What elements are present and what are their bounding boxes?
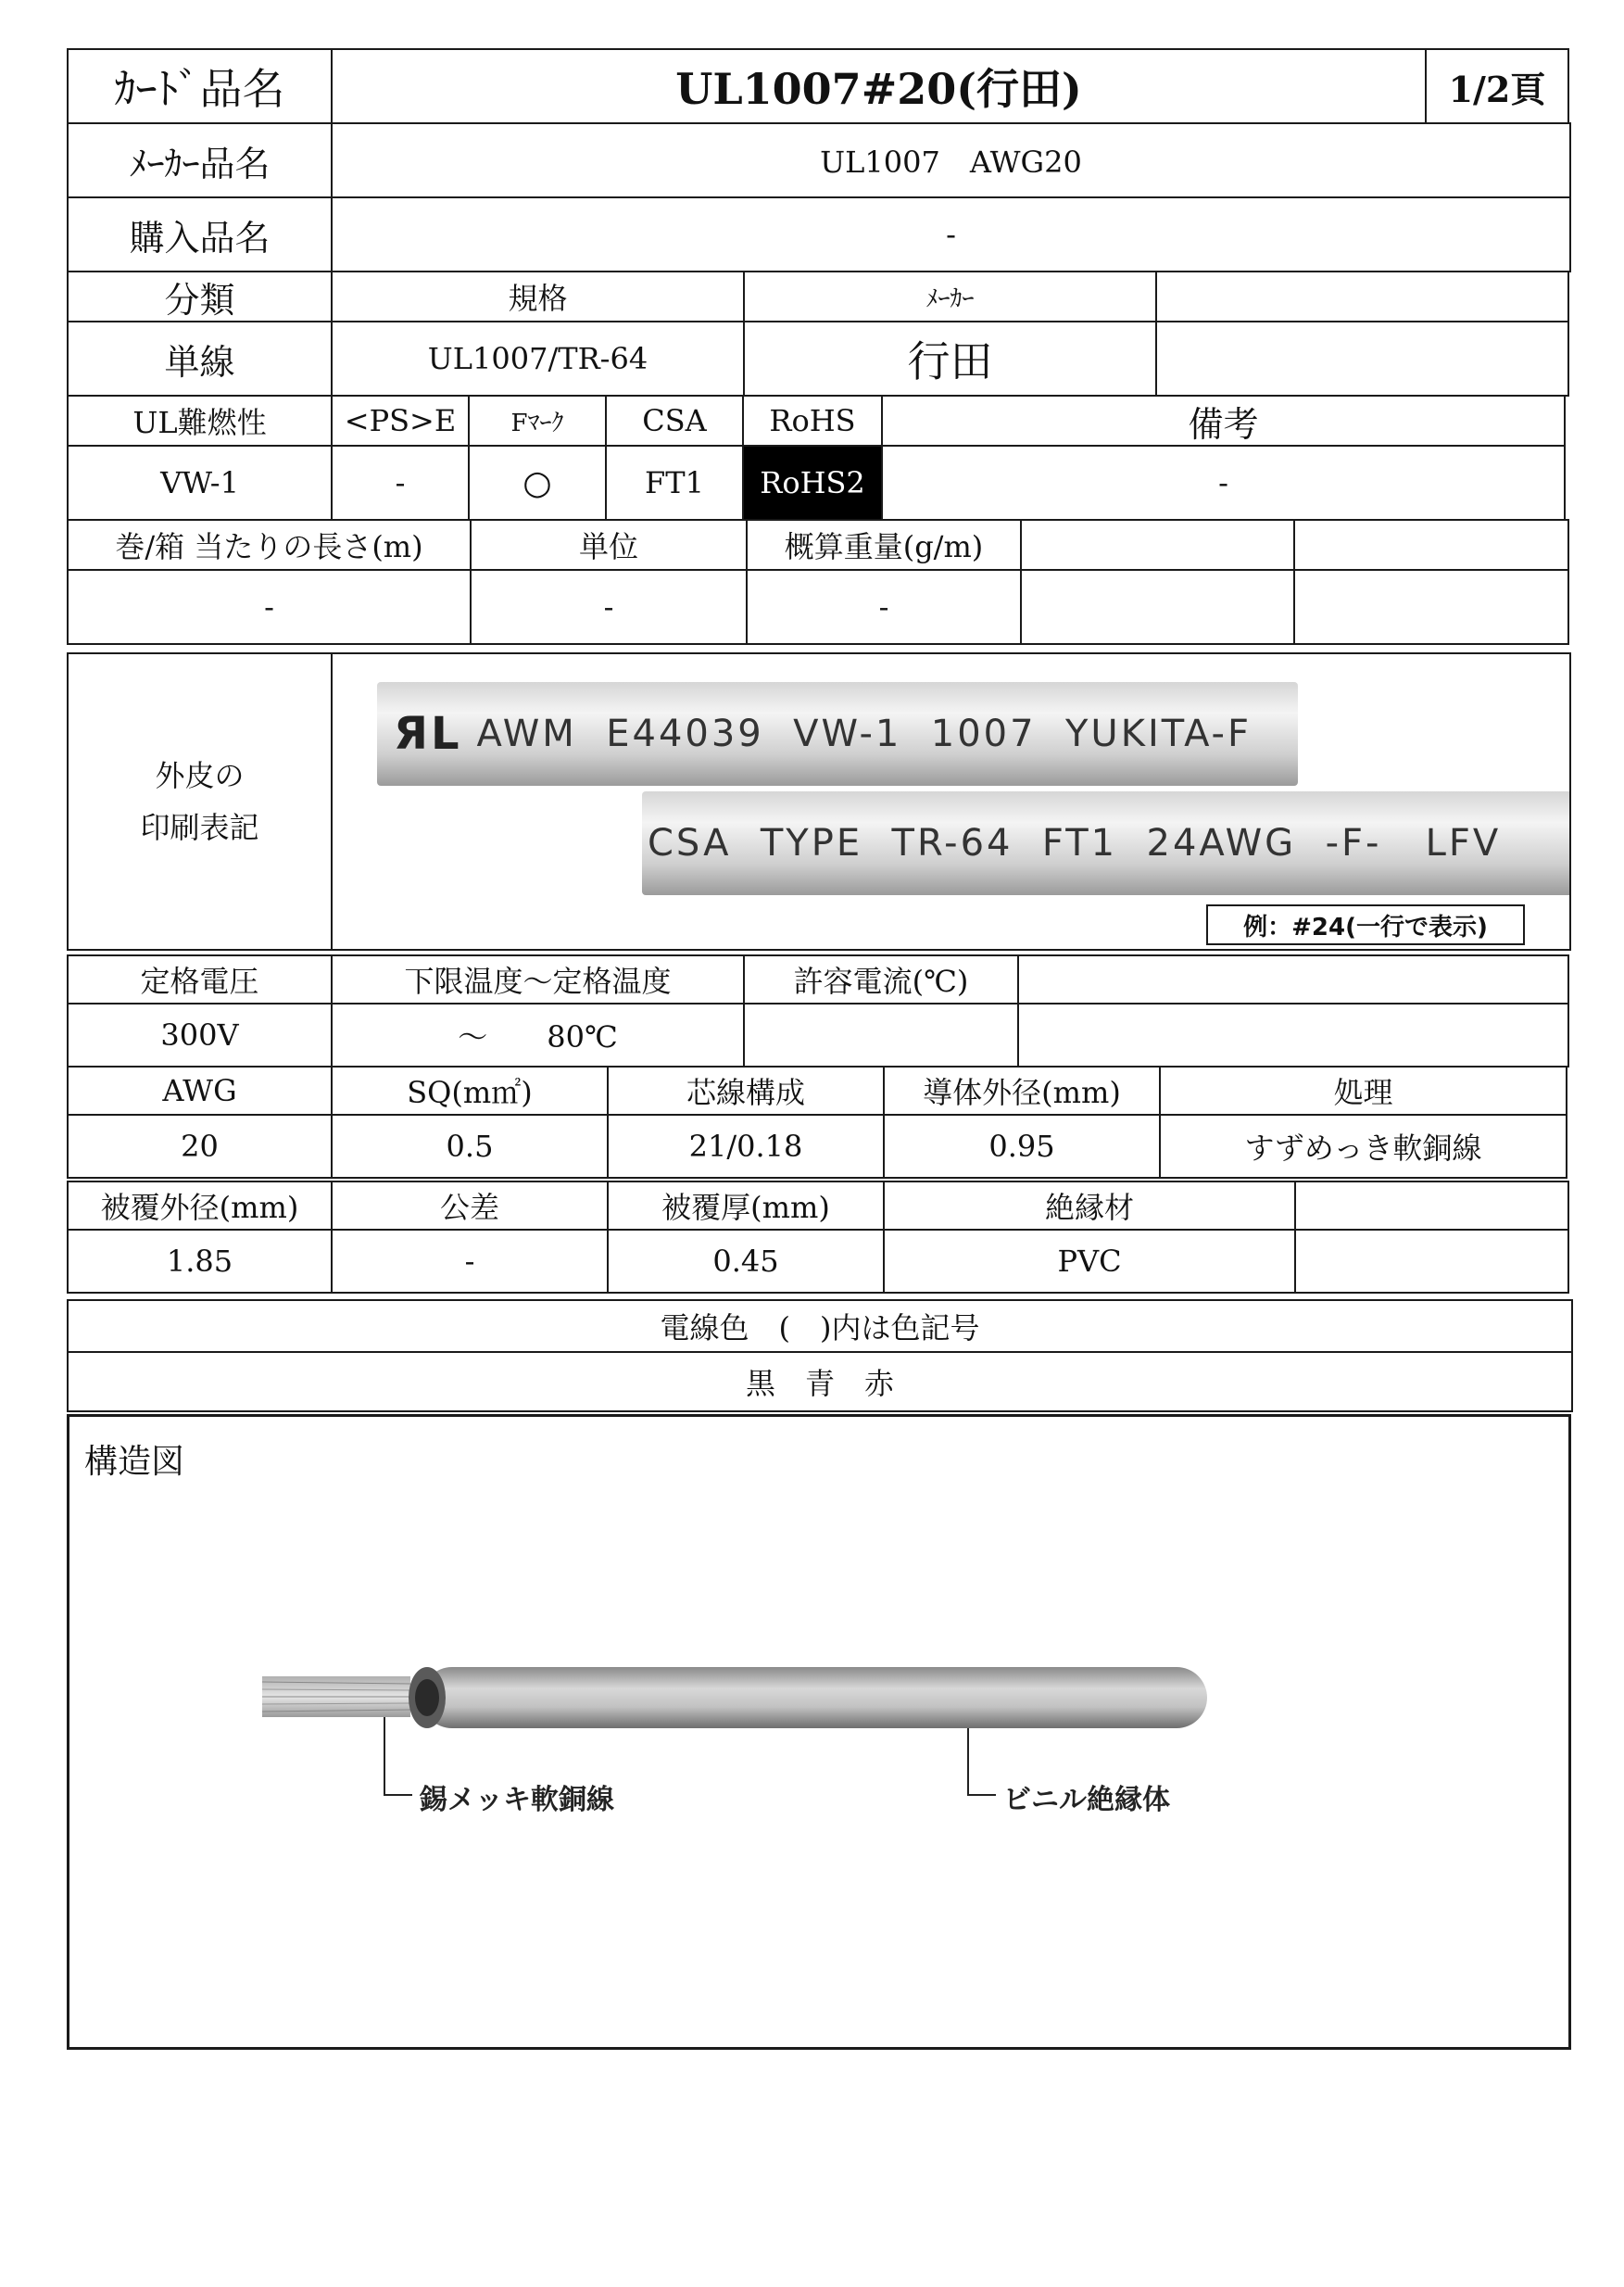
sq-header: SQ(m㎡) — [331, 1066, 609, 1116]
ratings-blank-top — [1017, 954, 1569, 1005]
remarks-header: 備考 — [881, 395, 1566, 447]
insulation-material-header: 絶縁材 — [883, 1181, 1296, 1231]
callout-insulation: ビニル絶縁体 — [1003, 1784, 1170, 1816]
packaging-header-row — [67, 519, 1571, 571]
print-stripe-1 — [377, 682, 1298, 786]
maker-name-row — [67, 122, 1571, 198]
header-row — [67, 48, 1571, 124]
insulation-od-value: 1.85 — [67, 1229, 333, 1294]
packaging-blank-1 — [1020, 519, 1295, 571]
ratings-blank-bottom — [1017, 1003, 1569, 1068]
print-line-2: CSA TYPE TR-64 FT1 24AWG -F- LFV — [648, 822, 1502, 865]
structure-diagram — [67, 1414, 1571, 2050]
allowable-current-header: 許容電流(℃) — [743, 954, 1019, 1005]
maker-label: ﾒｰｶｰ — [743, 271, 1157, 322]
strand-value: 21/0.18 — [607, 1114, 885, 1179]
temperature-header: 下限温度～定格温度 — [331, 954, 745, 1005]
packaging-blank-4 — [1293, 569, 1569, 645]
standard-value: UL1007/TR-64 — [331, 321, 745, 397]
sq-value: 0.5 — [331, 1114, 609, 1179]
maker-name-label: ﾒｰｶｰ品名 — [67, 122, 333, 198]
certs-value-row — [67, 445, 1571, 521]
maker-value: 行田 — [743, 321, 1157, 397]
print-line-1: AWM E44039 VW-1 1007 YUKITA-F — [476, 713, 1252, 755]
purchase-name-row — [67, 196, 1571, 272]
cable-illustration — [69, 1417, 1568, 2047]
flame-retardant-header: UL難燃性 — [67, 395, 333, 447]
print-example-box: 例：#24(一行で表示) — [1206, 904, 1525, 945]
pse-value: - — [331, 445, 470, 521]
print-label — [67, 652, 333, 951]
strand-header: 芯線構成 — [607, 1066, 885, 1116]
classification-label: 分類 — [67, 271, 333, 322]
weight-value: - — [746, 569, 1022, 645]
insulation-value-row — [67, 1229, 1571, 1294]
csa-value: FT1 — [605, 445, 744, 521]
packaging-blank-2 — [1293, 519, 1569, 571]
length-per-reel-value: - — [67, 569, 472, 645]
insulation-blank-bottom — [1294, 1229, 1569, 1294]
insulation-jacket — [409, 1667, 1207, 1728]
colors-header-row — [67, 1299, 1571, 1353]
conductor-od-value: 0.95 — [883, 1114, 1161, 1179]
pse-header: <PS>E — [331, 395, 470, 447]
insulation-blank-top — [1294, 1181, 1569, 1231]
insulation-material-value: PVC — [883, 1229, 1296, 1294]
remarks-value: - — [881, 445, 1566, 521]
packaging-value-row — [67, 569, 1571, 645]
temperature-value: ～ 80℃ — [331, 1003, 745, 1068]
print-row — [67, 652, 1571, 951]
wire-colors-header: 電線色 ( )内は色記号 — [67, 1299, 1573, 1353]
card-name-label: ｶｰﾄﾞ品名 — [67, 48, 333, 124]
page-number: 1/2頁 — [1425, 48, 1569, 124]
treatment-header: 処理 — [1159, 1066, 1567, 1116]
colors-value-row — [67, 1351, 1571, 1412]
insulation-thickness-value: 0.45 — [607, 1229, 885, 1294]
standard-label: 規格 — [331, 271, 745, 322]
classification-header-row — [67, 271, 1571, 322]
rohs-header: RoHS — [742, 395, 883, 447]
insulation-od-header: 被覆外径(mm) — [67, 1181, 333, 1231]
rohs-badge: RoHS2 — [742, 445, 883, 521]
flame-retardant-value: VW-1 — [67, 445, 333, 521]
certs-header-row — [67, 395, 1571, 447]
print-image-cell — [331, 652, 1571, 951]
ul-logo-icon: ЯL — [394, 708, 462, 760]
insulation-header-row — [67, 1181, 1571, 1231]
conductor-strands — [262, 1676, 410, 1717]
classification-value: 単線 — [67, 321, 333, 397]
tolerance-value: - — [331, 1229, 609, 1294]
awg-header: AWG — [67, 1066, 333, 1116]
purchase-name-label: 購入品名 — [67, 196, 333, 272]
tolerance-header: 公差 — [331, 1181, 609, 1231]
rated-voltage-header: 定格電圧 — [67, 954, 333, 1005]
insulation-thickness-header: 被覆厚(mm) — [607, 1181, 885, 1231]
classification-value-row — [67, 321, 1571, 397]
conductor-value-row — [67, 1114, 1571, 1179]
weight-header: 概算重量(g/m) — [746, 519, 1022, 571]
print-label-line1: 外皮の — [155, 758, 245, 793]
awg-value: 20 — [67, 1114, 333, 1179]
print-stripe-2 — [642, 791, 1571, 895]
allowable-current-value — [743, 1003, 1019, 1068]
conductor-header-row — [67, 1066, 1571, 1116]
f-mark-value: ○ — [468, 445, 607, 521]
wire-colors-value: 黒 青 赤 — [67, 1351, 1573, 1412]
f-mark-header: Fﾏｰｸ — [468, 395, 607, 447]
packaging-blank-3 — [1020, 569, 1295, 645]
maker-name-value: UL1007 AWG20 — [331, 122, 1571, 198]
csa-header: CSA — [605, 395, 744, 447]
card-name-value: UL1007#20(行田) — [331, 48, 1427, 124]
length-per-reel-header: 巻/箱 当たりの長さ(m) — [67, 519, 472, 571]
purchase-name-value: - — [331, 196, 1571, 272]
treatment-value: すずめっき軟銅線 — [1159, 1114, 1567, 1179]
classification-blank-bottom — [1155, 321, 1569, 397]
structure-title: 構造図 — [84, 1443, 185, 1481]
unit-value: - — [470, 569, 748, 645]
spec-sheet — [67, 48, 1571, 2050]
unit-header: 単位 — [470, 519, 748, 571]
ratings-value-row — [67, 1003, 1571, 1068]
callout-conductor: 錫メッキ軟銅線 — [420, 1784, 614, 1816]
conductor-od-header: 導体外径(mm) — [883, 1066, 1161, 1116]
ratings-header-row — [67, 954, 1571, 1005]
classification-blank-top — [1155, 271, 1569, 322]
print-label-line2: 印刷表記 — [140, 810, 259, 845]
rated-voltage-value: 300V — [67, 1003, 333, 1068]
